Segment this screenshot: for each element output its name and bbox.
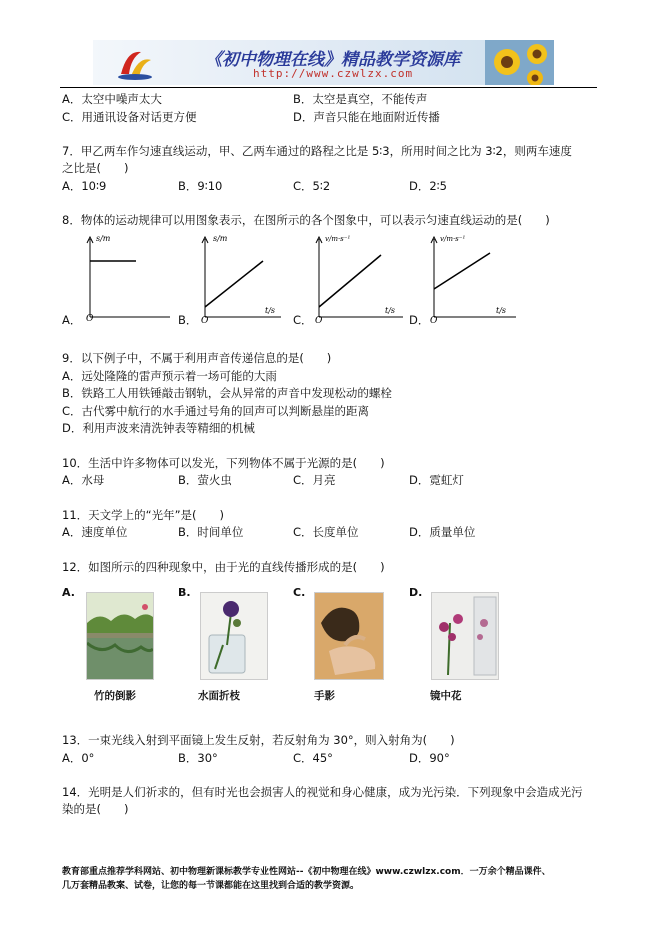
q12-stem: 12．如图所示的四种现象中，由于光的直线传播形成的是( ) <box>62 560 385 574</box>
q8-option-c: C． <box>293 313 313 327</box>
graph-b-origin: O <box>201 316 209 323</box>
q10-option-c: C．月亮 <box>293 473 336 487</box>
q12-caption-a: 竹的倒影 <box>94 690 136 702</box>
photo-bent-branch <box>200 592 268 680</box>
q13-stem: 13．一束光线入射到平面镜上发生反射，若反射角为 30°，则入射角为( ) <box>62 733 455 747</box>
q12-option-b: B. <box>178 586 191 599</box>
q10-option-b: B．萤火虫 <box>178 473 232 487</box>
q11-option-c: C．长度单位 <box>293 525 359 539</box>
q7-option-c: C．5∶2 <box>293 179 331 193</box>
q13-option-c: C．45° <box>293 751 333 765</box>
photo-hand-shadow <box>314 592 384 680</box>
graph-b-ylabel: s/m <box>213 234 228 243</box>
q13-option-d: D．90° <box>409 751 450 765</box>
q14-stem-line1: 14．光明是人们祈求的，但有时光也会损害人的视觉和身心健康，成为光污染．下列现象中会造成光污 <box>62 785 583 799</box>
q8-option-b: B． <box>178 313 198 327</box>
q11-stem: 11．天文学上的“光年”是( ) <box>62 508 225 522</box>
q7-stem-line1: 7．甲乙两车作匀速直线运动，甲、乙两车通过的路程之比是 5∶3，所用时间之比为 3∶2，则两车速度 <box>62 144 572 158</box>
graph-a <box>76 231 176 323</box>
q12-option-c: C. <box>293 586 306 599</box>
q11-option-d: D．质量单位 <box>409 525 476 539</box>
sunflower-icon <box>485 40 554 85</box>
q6-option-b: B．太空是真空，不能传声 <box>293 92 428 106</box>
q6-option-c: C．用通讯设备对话更方便 <box>62 110 197 124</box>
footer-line1: 教育部重点推荐学科网站、初中物理新课标教学专业性网站--《初中物理在线》www.czwlzx.com．一万余个精品课件、 <box>62 867 551 877</box>
graph-c-ylabel: v/m·s⁻¹ <box>325 235 351 243</box>
banner-title: 《初中物理在线》精品教学资源库 <box>205 50 460 70</box>
q7-option-d: D．2∶5 <box>409 179 447 193</box>
q8-option-d: D． <box>409 313 430 327</box>
graph-c <box>305 231 415 323</box>
q12-option-d: D. <box>409 586 423 599</box>
q9-option-a: A．远处隆隆的雷声预示着一场可能的大雨 <box>62 369 277 383</box>
q11-option-a: A．速度单位 <box>62 525 128 539</box>
photo-mirror-flower <box>431 592 499 680</box>
q13-option-b: B．30° <box>178 751 218 765</box>
q12-caption-d: 镜中花 <box>430 690 462 702</box>
q12-caption-b: 水面折枝 <box>198 690 240 702</box>
q9-option-d: D．利用声波来清洗钟表等精细的机械 <box>62 421 255 435</box>
graph-b-xlabel: t/s <box>265 306 276 315</box>
q10-option-d: D．霓虹灯 <box>409 473 464 487</box>
photo-bamboo-reflection <box>86 592 154 680</box>
q10-option-a: A．水母 <box>62 473 105 487</box>
graph-d <box>420 231 530 323</box>
footer-line2: 几万套精品教案、试卷，让您的每一节课都能在这里找到合适的教学资源。 <box>62 881 360 891</box>
graph-d-xlabel: t/s <box>496 306 507 315</box>
q7-stem-line2: 之比是( ) <box>62 161 129 175</box>
q8-stem: 8．物体的运动规律可以用图象表示，在图所示的各个图象中，可以表示匀速直线运动的是( ) <box>62 213 550 227</box>
q13-option-a: A．0° <box>62 751 95 765</box>
header-rule <box>60 87 597 88</box>
q7-option-b: B．9∶10 <box>178 179 223 193</box>
header-banner <box>93 40 554 85</box>
q9-option-c: C．古代雾中航行的水手通过号角的回声可以判断悬崖的距离 <box>62 404 370 418</box>
q9-option-b: B．铁路工人用铁锤敲击钢轨，会从异常的声音中发现松动的螺栓 <box>62 386 392 400</box>
q12-caption-c: 手影 <box>314 690 335 702</box>
q12-option-a: A. <box>62 586 75 599</box>
q10-stem: 10．生活中许多物体可以发光，下列物体不属于光源的是( ) <box>62 456 385 470</box>
q14-stem-line2: 染的是( ) <box>62 802 129 816</box>
q8-option-a: A． <box>62 313 82 327</box>
logo-icon <box>115 44 155 82</box>
q11-option-b: B．时间单位 <box>178 525 244 539</box>
graph-a-origin: O <box>86 314 94 323</box>
q6-option-d: D．声音只能在地面附近传播 <box>293 110 440 124</box>
graph-b <box>191 231 291 323</box>
banner-url[interactable]: http://www.czwlzx.com <box>253 67 414 80</box>
graph-d-origin: O <box>430 316 438 323</box>
q9-stem: 9．以下例子中，不属于利用声音传递信息的是( ) <box>62 351 332 365</box>
graph-c-xlabel: t/s <box>385 306 396 315</box>
graph-d-ylabel: v/m·s⁻¹ <box>440 235 466 243</box>
graph-a-ylabel: s/m <box>96 234 111 243</box>
q6-option-a: A．太空中噪声太大 <box>62 92 162 106</box>
graph-c-origin: O <box>315 316 323 323</box>
q7-option-a: A．10∶9 <box>62 179 107 193</box>
